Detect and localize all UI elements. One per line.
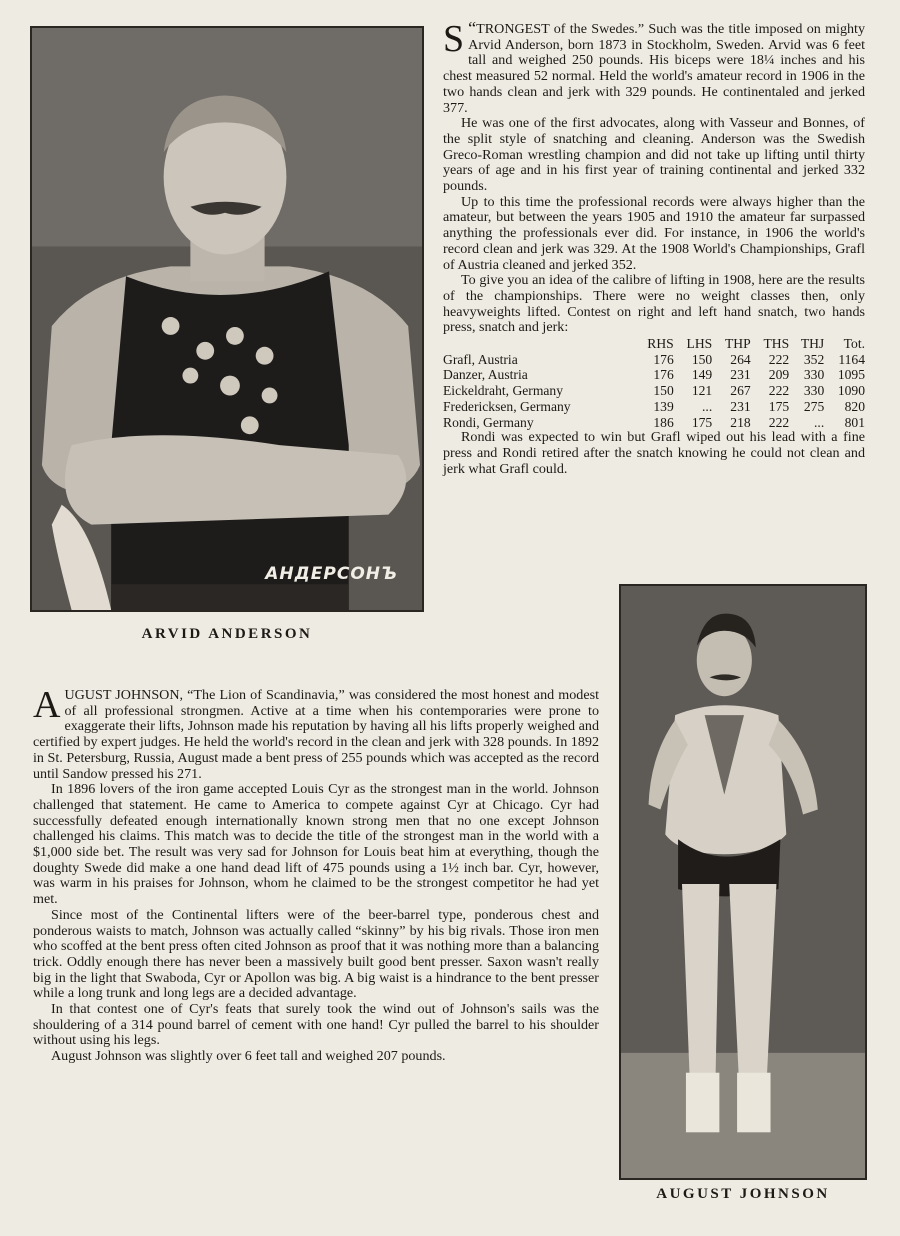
anderson-article [443, 18, 865, 477]
table-header: THS [763, 336, 790, 352]
table-cell: 175 [768, 398, 790, 414]
table-row [443, 415, 865, 431]
table-cell: 121 [691, 383, 713, 399]
table-cell: ... [814, 414, 825, 430]
johnson-paragraph-5: August Johnson was slightly over 6 feet tall and weighed 207 pounds. [51, 1048, 446, 1065]
table-cell: 139 [653, 398, 674, 414]
johnson-paragraph-3: Since most of the Continental lifters were of the beer-barrel type, ponderous chest and ponderous waists to match, Johnson was actually called “skinny” by his big rivals. Those iron men who scoffed at the bent press often cited Johnson as proof that it was nothing more than a balancing trick. Oddly enough there has never been a massively built good bent presser. Saxon wasn't really big in the light that Swaboda, Cyr or Apollon was big. A big waist is a hindrance to the bent presser while a long trunk and long legs are a decided advantage. [33, 906, 599, 1002]
johnson-paragraph-1 [33, 684, 599, 782]
table-header: LHS [686, 336, 713, 352]
table-cell: 801 [844, 414, 865, 430]
anderson-paragraph-3: Up to this time the professional records were always higher than the amateur, but between the years 1905 and 1910 the amateur far surpassed anything the professionals ever did. For instance, in 1906 the world's record clean and jerk was 329. At the 1908 World's Championships, Grafl of Austria cleaned and jerked 352. [443, 193, 865, 273]
table-cell: 218 [730, 414, 751, 430]
table-header-row [443, 336, 865, 352]
table-cell: 231 [730, 367, 751, 383]
table-cell: Eickeldraht, Germany [443, 383, 564, 399]
table-row [443, 367, 865, 383]
anderson-paragraph-5: Rondi was expected to win but Grafl wiped out his lead with a fine press and Rondi retired after the snatch knowing he could not clean and jerk what Grafl could. [443, 429, 865, 477]
photo-inscription: АНДЕРСОНЪ [265, 564, 398, 584]
table-header: RHS [647, 336, 674, 352]
table-cell: 150 [691, 351, 713, 367]
drop-cap-s: S [443, 18, 465, 60]
johnson-paragraph-4: In that contest one of Cyr's feats that surely took the wind out of Johnson's sails was the shouldering of a 314 pound barrel of cement with one hand! Cyr pulled the barrel to his shoulder without using his legs. [33, 1001, 599, 1049]
anderson-photo [30, 26, 424, 612]
table-cell: 231 [730, 398, 751, 414]
table-cell: 209 [768, 367, 790, 383]
table-cell: 175 [691, 414, 713, 430]
table-cell: 352 [803, 351, 825, 367]
table-cell: ... [702, 398, 713, 414]
table-cell: 267 [730, 383, 751, 399]
table-cell: 1095 [837, 367, 865, 383]
table-cell: Grafl, Austria [443, 351, 518, 367]
table-header [443, 336, 634, 352]
table-row [443, 383, 865, 399]
anderson-caption: ARVID ANDERSON [141, 626, 313, 642]
table-cell: 264 [730, 351, 751, 367]
table-cell: 186 [653, 414, 674, 430]
table-cell: 1090 [837, 383, 865, 399]
table-cell: 222 [768, 351, 790, 367]
table-header: THP [725, 336, 751, 352]
table-row [443, 352, 865, 368]
johnson-photo [619, 584, 867, 1180]
johnson-paragraph-2: In 1896 lovers of the iron game accepted Louis Cyr as the strongest man in the world. Johnson challenged that statement. He came to America to compete against Cyr at Chicago. Cyr had successfully defeated enough internationally known strong men that no one except Johnson challenged his claims. This match was to decide the title of the strongest man in the world with a $1,000 side bet. The result was very sad for Johnson for Louis beat him at everything, though the doughty Swede did make a one hand dead lift of 475 pounds using a 1½ inch bar. Cyr, however, was warm in his praises for Johnson, whom he claimed to be the strongest competitor he had yet met. [33, 781, 599, 908]
table-cell: 330 [803, 367, 825, 383]
table-row [443, 399, 865, 415]
anderson-paragraph-1-text: TRONGEST of the Swedes.” Such was the title imposed on mighty Arvid Anderson, born 1873 in Stockholm, Sweden. Arvid was 6 feet tall and weighed 250 pounds. His biceps were 18¼ inches and his chest measured 52 normal. Held the world's amateur record in 1906 in the two hands clean and jerk with 329 pounds. He continentaled and jerked 377. [443, 21, 865, 116]
table-cell: 150 [653, 383, 674, 399]
table-header: Tot. [843, 336, 865, 352]
table-header: THJ [800, 336, 825, 352]
table-cell: 1164 [838, 351, 865, 367]
table-cell: Danzer, Austria [443, 367, 528, 383]
table-cell: 222 [768, 383, 790, 399]
johnson-caption: AUGUST JOHNSON [656, 1186, 830, 1202]
johnson-paragraph-1-text: UGUST JOHNSON, “The Lion of Scandinavia,” was considered the most honest and modest of all professional strongmen. Active at a time when his contemporaries were prone to exaggerate their lifts, Johnson made his reputation by having all his lifts properly weighed and certified by expert judges. He held the world's record in the clean and jerk with 328 pounds. In 1892 in St. Petersburg, Russia, August made a bent press of 255 pounds which was accepted as the record until Sandow pressed his 271. [33, 687, 599, 782]
table-cell: 820 [844, 398, 865, 414]
anderson-paragraph-4: To give you an idea of the calibre of lifting in 1908, here are the results of the championships. There were no weight classes then, only heavyweights lifted. Contest on right and left hand snatch, two hands press, snatch and jerk: [443, 272, 865, 336]
open-quote: “ [468, 18, 477, 38]
table-cell: 275 [803, 398, 825, 414]
championship-results-table [443, 336, 865, 430]
drop-cap-a: A [33, 684, 61, 726]
table-cell: 330 [803, 383, 825, 399]
table-cell: 222 [768, 414, 790, 430]
table-cell: 176 [653, 367, 674, 383]
anderson-paragraph-2: He was one of the first advocates, along with Vasseur and Bonnes, of the split style of snatching and cleaning. Anderson was the Swedish Greco-Roman wrestling champion and did not take up lifting until thirty years of age and in his first year of training continental and jerked 332 pounds. [443, 115, 865, 195]
table-cell: 149 [691, 367, 713, 383]
anderson-paragraph-1 [443, 18, 865, 116]
table-cell: 176 [653, 351, 674, 367]
table-cell: Rondi, Germany [443, 414, 534, 430]
johnson-article [33, 684, 599, 1065]
table-cell: Fredericksen, Germany [443, 398, 571, 414]
